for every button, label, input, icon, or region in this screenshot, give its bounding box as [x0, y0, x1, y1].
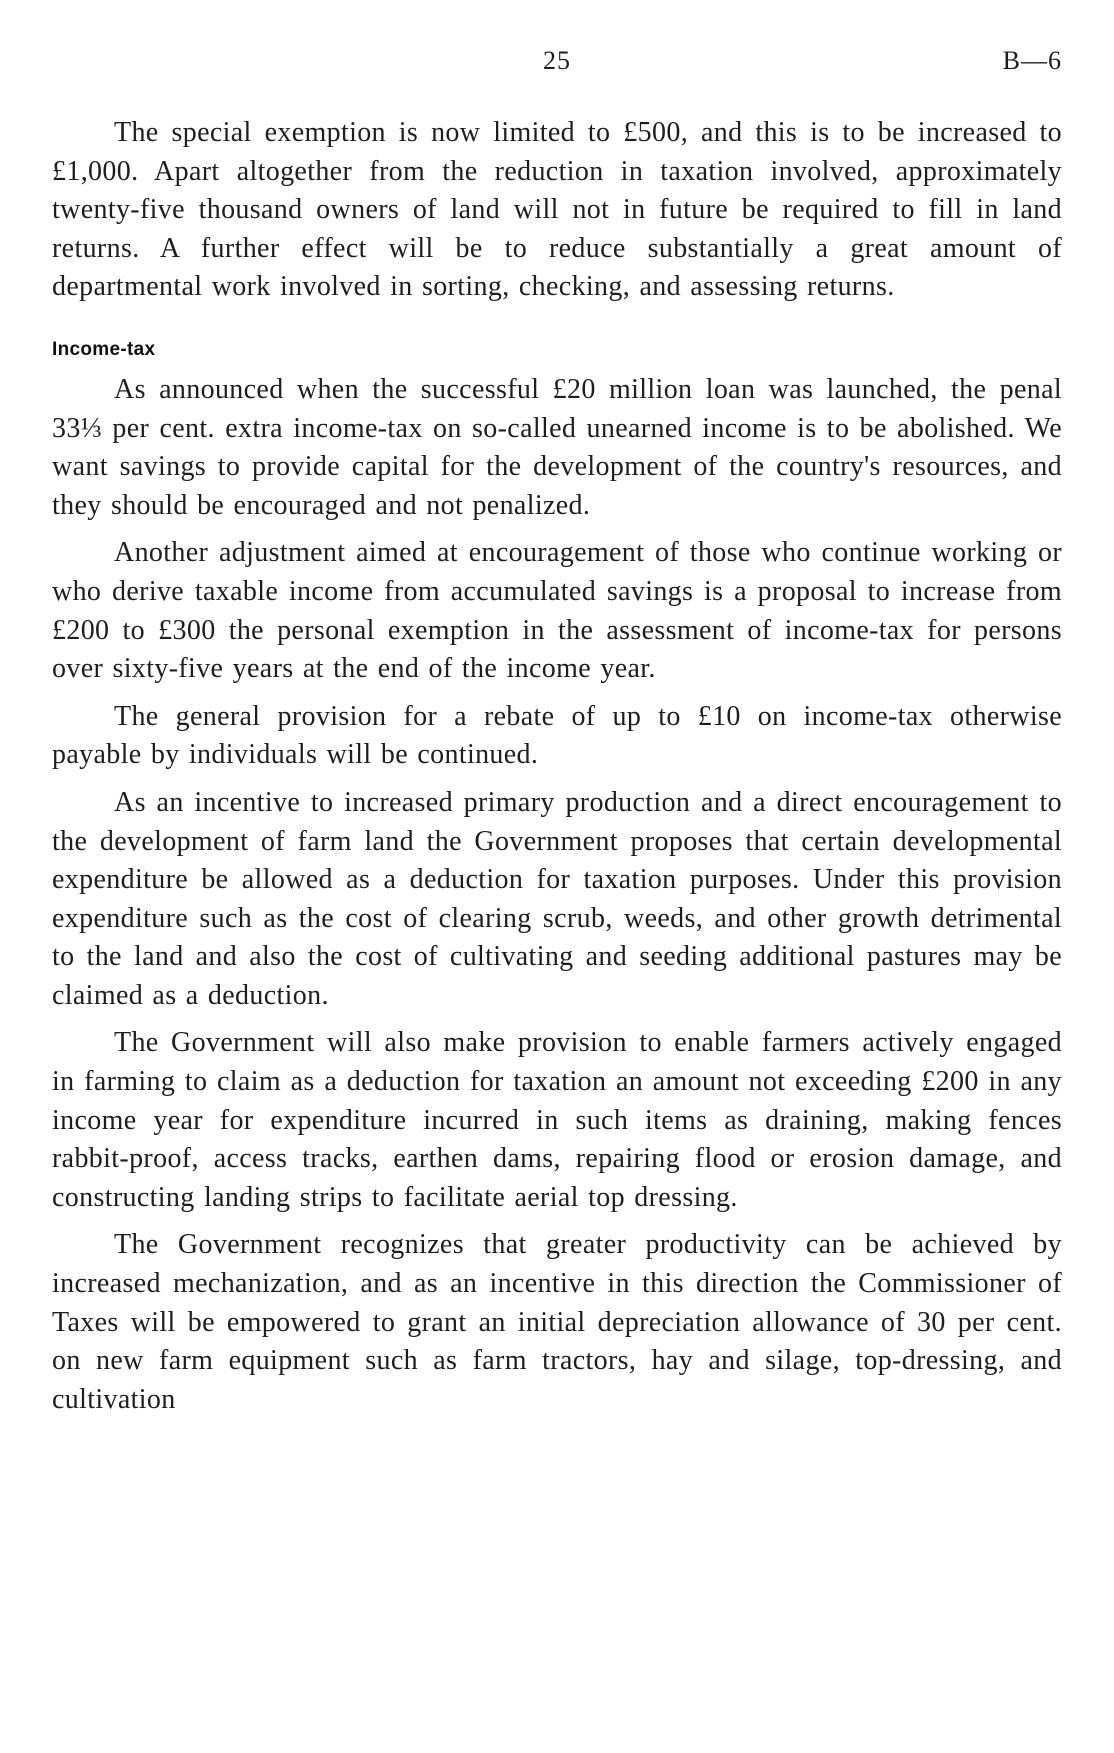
body-text	[52, 114, 1062, 1428]
paragraph-depreciation-allowance: The Government recognizes that greater productivity can be achieved by increased mechanization, and as an incentive in this direction the Commissioner of Taxes will be empowered to grant an initial depreciation allowance of 30 per cent. on new farm equipment such as farm tractors, hay and silage, top-dressing, and cultivation	[52, 1229, 1062, 1415]
paragraph-developmental-expenditure: As an incentive to increased primary production and a direct encouragement to the development of farm land the Government proposes that certain developmental expenditure be allowed as a deduction for taxation purposes. Under this provision expenditure such as the cost of clearing scrub, weeds, and other growth detrimental to the land and also the cost of cultivating and seeding additional pastures may be claimed as a deduction.	[52, 786, 1062, 1011]
paragraph-personal-exemption: Another adjustment aimed at encouragement of those who continue working or who derive taxable income from accumulated savings is a proposal to increase from £200 to £300 the personal exemption in the assessment of income-tax for persons over sixty-five years at the end of the income year.	[52, 537, 1062, 685]
paragraph-unearned-income: As announced when the successful £20 million loan was launched, the penal 33⅓ per cent. extra income-tax on so-called unearned income is to be abolished. We want savings to provide capital for the development of the country's resources, and they should be encouraged and not penalized.	[52, 373, 1062, 521]
page-header	[52, 46, 1062, 86]
paragraph-special-exemption: The special exemption is now limited to £500, and this is to be increased to £1,000. Apart altogether from the reduction in taxation involved, approximately twenty-five thousand owners of land will not in future be required to fill in land returns. A further effect will be to reduce substantially a great amount of departmental work involved in sorting, checking, and assessing returns.	[52, 117, 1062, 303]
section-heading-income-tax: Income-tax	[52, 338, 156, 360]
paragraph-rebate: The general provision for a rebate of up to £10 on income-tax otherwise payable by individuals will be continued.	[52, 700, 1062, 771]
paragraph-farming-deduction: The Government will also make provision to enable farmers actively engaged in farming to claim as a deduction for taxation an amount not exceeding £200 in any income year for expenditure incurred in such items as draining, making fences rabbit-proof, access tracks, earthen dams, repairing flood or erosion damage, and constructing landing strips to facilitate aerial top dressing.	[52, 1027, 1062, 1213]
page-number: 25	[543, 46, 571, 75]
document-code: B—6	[1002, 46, 1062, 75]
